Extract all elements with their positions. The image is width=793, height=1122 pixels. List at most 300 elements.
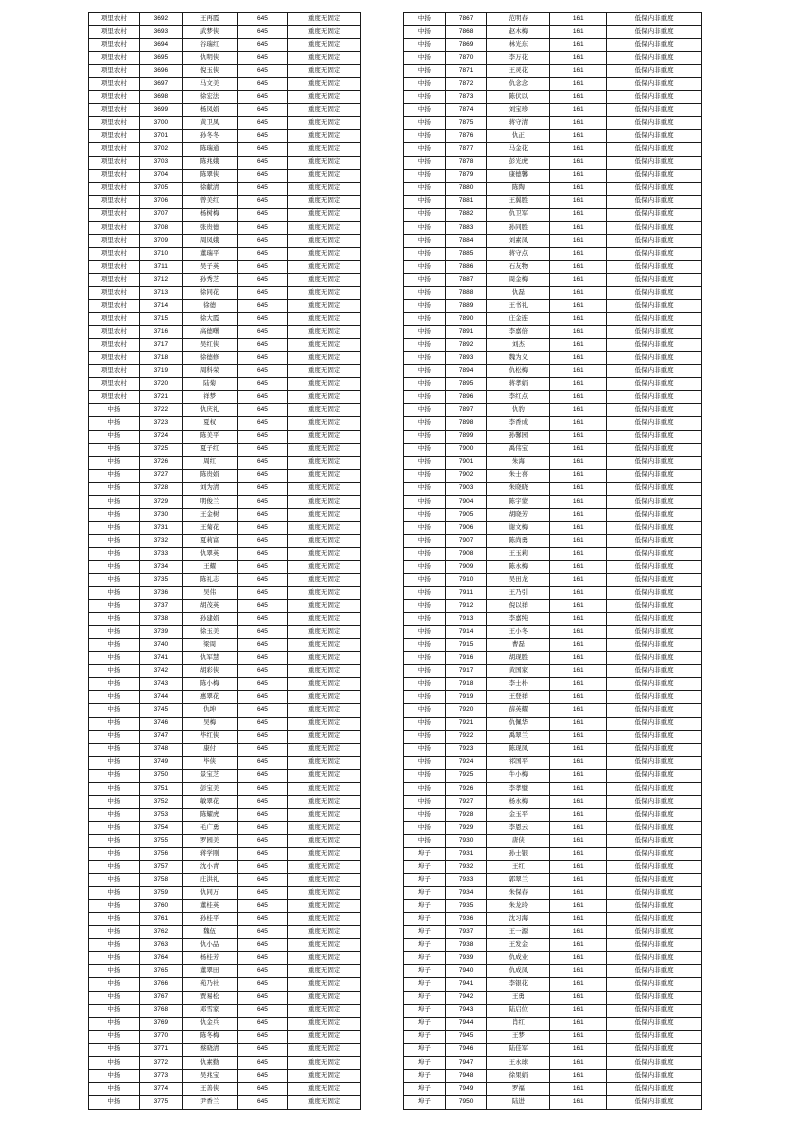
table-cell: 中扬 <box>404 26 446 39</box>
table-cell: 蔡晓清 <box>182 1043 237 1056</box>
table-cell: 3761 <box>139 913 182 926</box>
table-cell: 7908 <box>445 547 487 560</box>
table-cell: 3729 <box>139 495 182 508</box>
table-cell: 沈小青 <box>182 861 237 874</box>
table-cell: 3714 <box>139 300 182 313</box>
table-cell: 敏翠花 <box>182 795 237 808</box>
table-cell: 3720 <box>139 378 182 391</box>
table-cell: 161 <box>550 939 607 952</box>
table-cell: 中扬 <box>404 469 446 482</box>
table-row <box>89 260 361 273</box>
table-cell: 倪以祥 <box>487 600 550 613</box>
table-cell: 中扬 <box>89 652 140 665</box>
table-cell: 7944 <box>445 1017 487 1030</box>
table-cell: 161 <box>550 691 607 704</box>
table-cell: 中扬 <box>404 639 446 652</box>
table-cell: 重度无固定 <box>288 508 361 521</box>
table-row <box>89 626 361 639</box>
table-cell: 645 <box>237 874 288 887</box>
table-cell: 161 <box>550 730 607 743</box>
table-cell: 低保内非重度 <box>607 665 702 678</box>
table-cell: 埠子 <box>404 952 446 965</box>
table-cell: 3733 <box>139 547 182 560</box>
table-cell: 项里农村 <box>89 195 140 208</box>
table-cell: 低保内非重度 <box>607 782 702 795</box>
table-cell: 3699 <box>139 104 182 117</box>
table-cell: 埠子 <box>404 965 446 978</box>
table-cell: 仇明侠 <box>182 52 237 65</box>
table-cell: 中扬 <box>404 430 446 443</box>
table-cell: 645 <box>237 848 288 861</box>
table-cell: 中扬 <box>89 808 140 821</box>
table-cell: 645 <box>237 834 288 847</box>
table-cell: 埠子 <box>404 887 446 900</box>
table-cell: 王耀 <box>182 560 237 573</box>
table-cell: 161 <box>550 547 607 560</box>
table-cell: 低保内非重度 <box>607 560 702 573</box>
table-cell: 3773 <box>139 1069 182 1082</box>
table-cell: 7867 <box>445 13 487 26</box>
table-cell: 7886 <box>445 260 487 273</box>
table-cell: 161 <box>550 861 607 874</box>
table-cell: 645 <box>237 717 288 730</box>
table-row <box>404 991 702 1004</box>
table-cell: 低保内非重度 <box>607 626 702 639</box>
table-cell: 牛小梅 <box>487 769 550 782</box>
table-row <box>404 1030 702 1043</box>
table-row <box>404 65 702 78</box>
table-cell: 161 <box>550 808 607 821</box>
table-cell: 645 <box>237 756 288 769</box>
table-cell: 王发金 <box>487 939 550 952</box>
table-cell: 重度无固定 <box>288 1069 361 1082</box>
table-cell: 郭翠兰 <box>487 874 550 887</box>
table-cell: 李红点 <box>487 391 550 404</box>
table-row <box>89 848 361 861</box>
table-row <box>89 547 361 560</box>
table-cell: 低保内非重度 <box>607 756 702 769</box>
table-cell: 3759 <box>139 887 182 900</box>
table-cell: 祁国平 <box>487 756 550 769</box>
table-cell: 项里农村 <box>89 391 140 404</box>
table-cell: 中扬 <box>89 587 140 600</box>
table-cell: 低保内非重度 <box>607 874 702 887</box>
table-cell: 3717 <box>139 339 182 352</box>
table-cell: 重度无固定 <box>288 821 361 834</box>
table-cell: 161 <box>550 469 607 482</box>
table-cell: 7936 <box>445 913 487 926</box>
table-cell: 重度无固定 <box>288 78 361 91</box>
table-cell: 3704 <box>139 169 182 182</box>
table-cell: 3723 <box>139 417 182 430</box>
table-cell: 中扬 <box>89 743 140 756</box>
table-cell: 中扬 <box>89 887 140 900</box>
table-cell: 3735 <box>139 574 182 587</box>
table-row <box>404 221 702 234</box>
table-cell: 161 <box>550 260 607 273</box>
table-cell: 低保内非重度 <box>607 652 702 665</box>
table-row <box>404 365 702 378</box>
table-cell: 刘为清 <box>182 482 237 495</box>
table-cell: 中扬 <box>404 326 446 339</box>
table-cell: 王灵花 <box>487 65 550 78</box>
table-cell: 161 <box>550 195 607 208</box>
table-cell: 645 <box>237 521 288 534</box>
table-cell: 中扬 <box>89 456 140 469</box>
table-cell: 重度无固定 <box>288 117 361 130</box>
table-cell: 中扬 <box>89 978 140 991</box>
table-cell: 7901 <box>445 456 487 469</box>
table-cell: 3722 <box>139 404 182 417</box>
table-cell: 中扬 <box>89 730 140 743</box>
table-cell: 项里农村 <box>89 91 140 104</box>
table-cell: 陈伏以 <box>487 91 550 104</box>
table-cell: 3721 <box>139 391 182 404</box>
table-cell: 项里农村 <box>89 169 140 182</box>
table-cell: 低保内非重度 <box>607 521 702 534</box>
table-row <box>89 391 361 404</box>
table-row <box>89 834 361 847</box>
table-cell: 645 <box>237 560 288 573</box>
table-cell: 贾易松 <box>182 991 237 1004</box>
table-cell: 埠子 <box>404 1069 446 1082</box>
table-cell: 3706 <box>139 195 182 208</box>
table-cell: 徐同花 <box>182 286 237 299</box>
table-cell: 重度无固定 <box>288 965 361 978</box>
table-cell: 惠翠花 <box>182 691 237 704</box>
table-cell: 中扬 <box>89 521 140 534</box>
table-cell: 3710 <box>139 247 182 260</box>
table-cell: 项里农村 <box>89 52 140 65</box>
table-cell: 645 <box>237 221 288 234</box>
table-cell: 3697 <box>139 78 182 91</box>
table-row <box>404 182 702 195</box>
table-cell: 7884 <box>445 234 487 247</box>
table-cell: 徐德修 <box>182 352 237 365</box>
table-cell: 3695 <box>139 52 182 65</box>
table-row <box>89 339 361 352</box>
table-cell: 毕侠 <box>182 756 237 769</box>
table-row <box>89 1056 361 1069</box>
table-cell: 低保内非重度 <box>607 821 702 834</box>
table-cell: 中扬 <box>89 665 140 678</box>
table-cell: 7874 <box>445 104 487 117</box>
table-cell: 7909 <box>445 560 487 573</box>
table-cell: 重度无固定 <box>288 1004 361 1017</box>
table-cell: 645 <box>237 143 288 156</box>
table-cell: 重度无固定 <box>288 13 361 26</box>
table-cell: 645 <box>237 782 288 795</box>
table-cell: 王翼胜 <box>487 195 550 208</box>
table-cell: 金玉平 <box>487 808 550 821</box>
table-cell: 7945 <box>445 1030 487 1043</box>
table-cell: 埠子 <box>404 991 446 1004</box>
table-cell: 中扬 <box>404 352 446 365</box>
table-cell: 645 <box>237 587 288 600</box>
table-cell: 中扬 <box>89 861 140 874</box>
table-row <box>404 456 702 469</box>
table-cell: 7880 <box>445 182 487 195</box>
table-row <box>404 1095 702 1109</box>
table-row <box>89 808 361 821</box>
table-cell: 中扬 <box>404 521 446 534</box>
table-cell: 中扬 <box>404 756 446 769</box>
table-cell: 中扬 <box>404 169 446 182</box>
table-cell: 沈习海 <box>487 913 550 926</box>
table-cell: 161 <box>550 417 607 430</box>
table-cell: 7905 <box>445 508 487 521</box>
table-cell: 中扬 <box>404 378 446 391</box>
table-cell: 3693 <box>139 26 182 39</box>
table-row <box>89 143 361 156</box>
table-cell: 中扬 <box>404 273 446 286</box>
table-row <box>89 756 361 769</box>
table-cell: 重度无固定 <box>288 482 361 495</box>
table-cell: 仇庆礼 <box>182 404 237 417</box>
table-cell: 毛广勇 <box>182 821 237 834</box>
table-cell: 7893 <box>445 352 487 365</box>
table-cell: 朱海 <box>487 456 550 469</box>
table-cell: 中扬 <box>89 991 140 1004</box>
table-cell: 中扬 <box>404 626 446 639</box>
table-cell: 3749 <box>139 756 182 769</box>
table-row <box>89 430 361 443</box>
table-cell: 重度无固定 <box>288 808 361 821</box>
table-cell: 645 <box>237 639 288 652</box>
table-cell: 3692 <box>139 13 182 26</box>
table-cell: 645 <box>237 378 288 391</box>
table-row <box>404 378 702 391</box>
table-cell: 低保内非重度 <box>607 91 702 104</box>
table-cell: 161 <box>550 391 607 404</box>
table-row <box>404 534 702 547</box>
table-cell: 645 <box>237 600 288 613</box>
table-cell: 景宝芝 <box>182 769 237 782</box>
table-cell: 低保内非重度 <box>607 378 702 391</box>
table-cell: 埠子 <box>404 1004 446 1017</box>
table-cell: 低保内非重度 <box>607 78 702 91</box>
table-cell: 3700 <box>139 117 182 130</box>
table-cell: 张贵德 <box>182 221 237 234</box>
table-cell: 蒋孝娟 <box>487 378 550 391</box>
table-cell: 645 <box>237 952 288 965</box>
table-cell: 低保内非重度 <box>607 326 702 339</box>
table-cell: 645 <box>237 182 288 195</box>
table-cell: 项里农村 <box>89 208 140 221</box>
table-cell: 中扬 <box>404 508 446 521</box>
table-cell: 7891 <box>445 326 487 339</box>
table-row <box>89 665 361 678</box>
table-cell: 645 <box>237 795 288 808</box>
table-cell: 王金树 <box>182 508 237 521</box>
table-cell: 7949 <box>445 1082 487 1095</box>
table-cell: 李恩云 <box>487 821 550 834</box>
table-row <box>404 795 702 808</box>
table-cell: 周金梅 <box>487 273 550 286</box>
table-cell: 尹香兰 <box>182 1095 237 1109</box>
table-cell: 161 <box>550 834 607 847</box>
table-cell: 3707 <box>139 208 182 221</box>
table-cell: 重度无固定 <box>288 104 361 117</box>
table-cell: 孙同胜 <box>487 221 550 234</box>
table-cell: 161 <box>550 352 607 365</box>
table-cell: 王小冬 <box>487 626 550 639</box>
table-cell: 161 <box>550 743 607 756</box>
table-cell: 重度无固定 <box>288 143 361 156</box>
table-cell: 161 <box>550 782 607 795</box>
table-cell: 吴子英 <box>182 260 237 273</box>
table-cell: 李香成 <box>487 417 550 430</box>
table-row <box>404 260 702 273</box>
table-cell: 董瑞平 <box>182 247 237 260</box>
table-row <box>89 469 361 482</box>
table-cell: 7937 <box>445 926 487 939</box>
table-cell: 陆菊 <box>182 378 237 391</box>
table-cell: 中扬 <box>89 834 140 847</box>
table-cell: 中扬 <box>404 39 446 52</box>
table-cell: 645 <box>237 808 288 821</box>
table-cell: 7892 <box>445 339 487 352</box>
table-row <box>89 704 361 717</box>
table-cell: 中扬 <box>404 665 446 678</box>
table-cell: 低保内非重度 <box>607 900 702 913</box>
table-cell: 中扬 <box>89 1056 140 1069</box>
table-cell: 7896 <box>445 391 487 404</box>
table-cell: 7873 <box>445 91 487 104</box>
table-cell: 刘素凤 <box>487 234 550 247</box>
table-cell: 中扬 <box>404 769 446 782</box>
table-cell: 645 <box>237 326 288 339</box>
table-cell: 645 <box>237 495 288 508</box>
table-cell: 161 <box>550 443 607 456</box>
table-cell: 低保内非重度 <box>607 221 702 234</box>
table-cell: 161 <box>550 326 607 339</box>
table-cell: 李孝璧 <box>487 782 550 795</box>
table-row <box>404 782 702 795</box>
table-cell: 645 <box>237 130 288 143</box>
table-cell: 中扬 <box>89 482 140 495</box>
table-cell: 645 <box>237 117 288 130</box>
table-cell: 3712 <box>139 273 182 286</box>
table-cell: 645 <box>237 991 288 1004</box>
table-cell: 161 <box>550 913 607 926</box>
table-cell: 重度无固定 <box>288 756 361 769</box>
table-cell: 3763 <box>139 939 182 952</box>
table-row <box>89 221 361 234</box>
table-row <box>89 1004 361 1017</box>
table-cell: 重度无固定 <box>288 339 361 352</box>
table-cell: 项里农村 <box>89 104 140 117</box>
table-row <box>89 404 361 417</box>
table-cell: 645 <box>237 508 288 521</box>
table-cell: 中扬 <box>404 495 446 508</box>
table-cell: 645 <box>237 1030 288 1043</box>
table-row <box>404 547 702 560</box>
table-cell: 重度无固定 <box>288 991 361 1004</box>
table-cell: 161 <box>550 574 607 587</box>
table-cell: 7877 <box>445 143 487 156</box>
table-row <box>89 195 361 208</box>
table-cell: 中扬 <box>404 104 446 117</box>
table-cell: 3713 <box>139 286 182 299</box>
table-cell: 161 <box>550 521 607 534</box>
table-cell: 3765 <box>139 965 182 978</box>
table-cell: 项里农村 <box>89 156 140 169</box>
table-cell: 埠子 <box>404 900 446 913</box>
table-row <box>404 195 702 208</box>
table-cell: 7869 <box>445 39 487 52</box>
table-cell: 645 <box>237 913 288 926</box>
table-row <box>404 39 702 52</box>
table-cell: 低保内非重度 <box>607 156 702 169</box>
table-cell: 低保内非重度 <box>607 208 702 221</box>
table-cell: 重度无固定 <box>288 1095 361 1109</box>
table-row <box>404 1043 702 1056</box>
table-cell: 中扬 <box>404 286 446 299</box>
table-cell: 中扬 <box>89 1082 140 1095</box>
table-cell: 645 <box>237 13 288 26</box>
table-cell: 中扬 <box>404 208 446 221</box>
table-cell: 645 <box>237 574 288 587</box>
table-row <box>89 600 361 613</box>
table-cell: 仇金兵 <box>182 1017 237 1030</box>
table-cell: 7907 <box>445 534 487 547</box>
table-cell: 低保内非重度 <box>607 391 702 404</box>
table-row <box>404 391 702 404</box>
table-cell: 3753 <box>139 808 182 821</box>
table-cell: 7888 <box>445 286 487 299</box>
table-cell: 161 <box>550 234 607 247</box>
table-cell: 陆佳军 <box>487 1043 550 1056</box>
table-cell: 7883 <box>445 221 487 234</box>
table-cell: 3758 <box>139 874 182 887</box>
table-cell: 3768 <box>139 1004 182 1017</box>
table-row <box>89 417 361 430</box>
table-cell: 645 <box>237 482 288 495</box>
table-cell: 重度无固定 <box>288 469 361 482</box>
table-cell: 645 <box>237 613 288 626</box>
table-cell: 低保内非重度 <box>607 313 702 326</box>
table-cell: 645 <box>237 339 288 352</box>
table-cell: 3738 <box>139 613 182 626</box>
table-cell: 陈尚勇 <box>487 534 550 547</box>
table-cell: 项里农村 <box>89 365 140 378</box>
table-cell: 重度无固定 <box>288 834 361 847</box>
table-cell: 低保内非重度 <box>607 1017 702 1030</box>
table-row <box>89 678 361 691</box>
table-cell: 埠子 <box>404 848 446 861</box>
table-cell: 庄金连 <box>487 313 550 326</box>
table-cell: 7882 <box>445 208 487 221</box>
right-roster-table <box>403 12 702 1110</box>
table-cell: 161 <box>550 91 607 104</box>
table-cell: 陈小梅 <box>182 678 237 691</box>
table-cell: 3709 <box>139 234 182 247</box>
table-cell: 645 <box>237 169 288 182</box>
table-cell: 孙建娟 <box>182 613 237 626</box>
table-cell: 罗福 <box>487 1082 550 1095</box>
table-cell: 3747 <box>139 730 182 743</box>
table-cell: 低保内非重度 <box>607 430 702 443</box>
table-cell: 谢文梅 <box>487 521 550 534</box>
table-cell: 645 <box>237 939 288 952</box>
table-row <box>89 104 361 117</box>
table-cell: 645 <box>237 1043 288 1056</box>
table-cell: 李嘉纯 <box>487 613 550 626</box>
table-cell: 7899 <box>445 430 487 443</box>
table-cell: 7875 <box>445 117 487 130</box>
table-row <box>89 91 361 104</box>
